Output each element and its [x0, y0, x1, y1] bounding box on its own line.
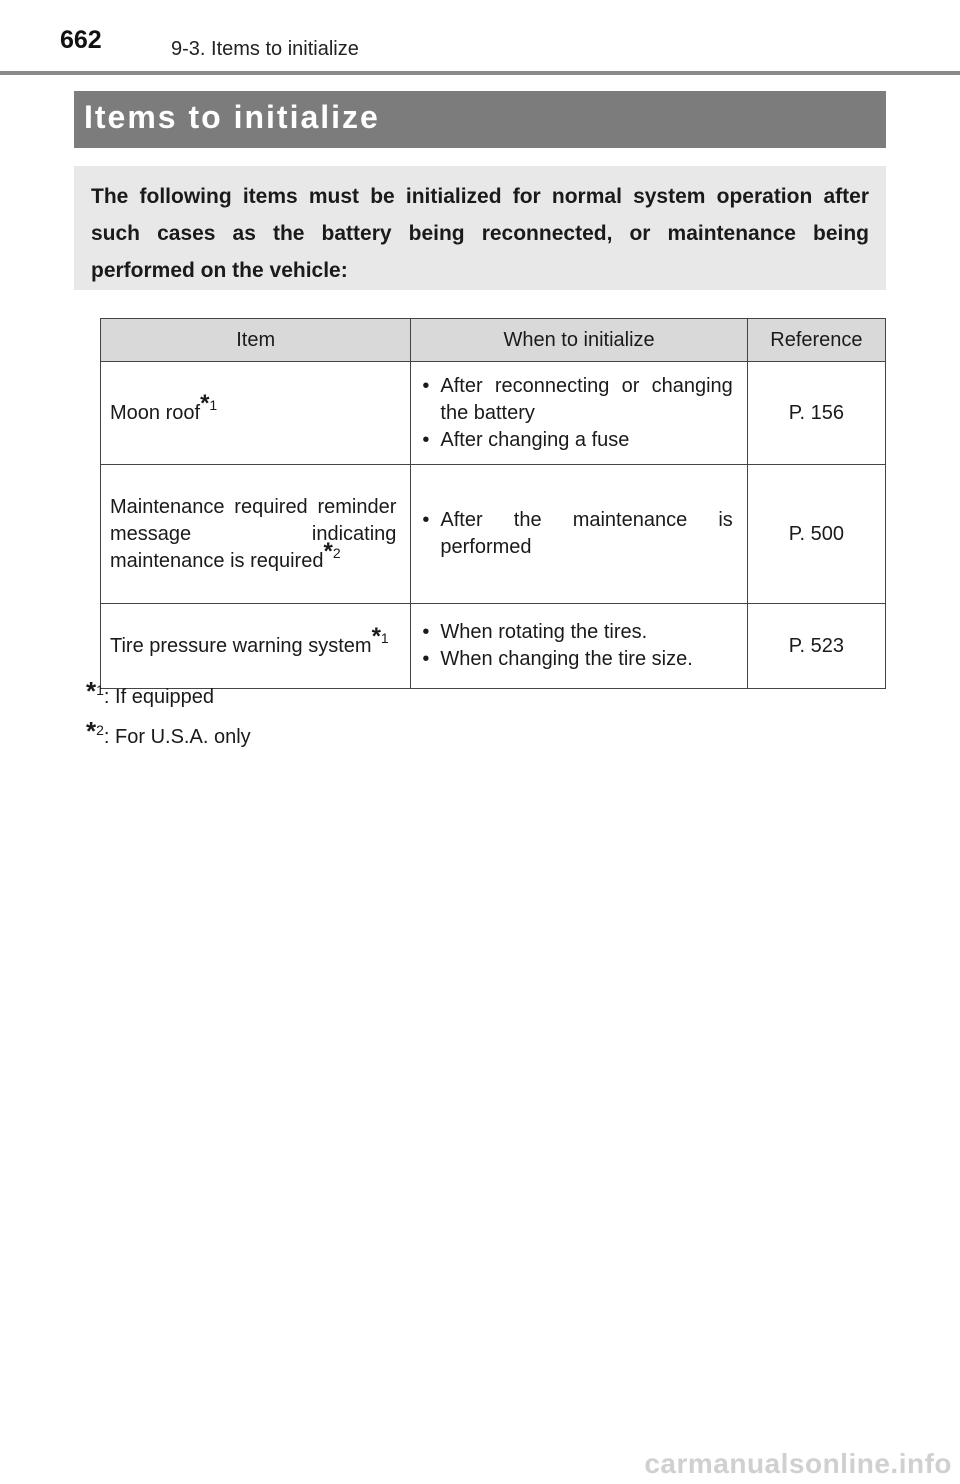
table-header-row	[101, 319, 886, 362]
footnotes	[86, 674, 251, 754]
footnote-1	[86, 674, 251, 714]
reference-cell: P. 500	[747, 465, 885, 604]
initialize-table	[100, 318, 886, 689]
page-number: 662	[60, 26, 102, 54]
intro-text: The following items must be initialized for normal system operation after such cases as the battery being reconnected, or maintenance being performed on the vehicle:	[91, 185, 869, 282]
section-label: 9-3. Items to initialize	[171, 38, 359, 60]
table-row	[101, 362, 886, 465]
bullet-list	[420, 373, 732, 454]
when-cell	[411, 362, 747, 465]
bullet-list	[420, 507, 732, 561]
item-name: Maintenance required reminder message indicating maintenance is required	[110, 495, 397, 572]
intro-box	[74, 166, 886, 290]
column-header-item: Item	[101, 319, 411, 362]
bullet-list	[420, 619, 732, 673]
column-header-reference: Reference	[747, 319, 885, 362]
section-title: Items to initialize	[84, 99, 380, 135]
page-header	[0, 0, 960, 76]
bullet-item: • After reconnecting or changing the battery	[420, 373, 732, 427]
footnote-star: *	[200, 389, 210, 417]
footnote-star: *	[323, 537, 333, 565]
footnote-star: *	[371, 622, 381, 650]
footnote-star: *	[86, 676, 97, 706]
bullet-item: • When changing the tire size.	[420, 646, 732, 673]
footnote-2	[86, 714, 251, 754]
item-name: Tire pressure warning system	[110, 634, 372, 657]
reference-cell: P. 523	[747, 604, 885, 689]
column-header-when: When to initialize	[411, 319, 747, 362]
reference-cell: P. 156	[747, 362, 885, 465]
item-name: Moon roof	[110, 401, 201, 424]
when-cell	[411, 465, 747, 604]
when-cell	[411, 604, 747, 689]
bullet-item: • When rotating the tires.	[420, 619, 732, 646]
footnote-text: : For U.S.A. only	[103, 726, 251, 748]
watermark: carmanualsonline.info	[644, 1448, 952, 1479]
footnote-mark: 1	[380, 629, 389, 646]
item-cell	[101, 465, 411, 604]
item-cell	[101, 362, 411, 465]
section-title-bar	[74, 91, 886, 148]
footnote-mark: 2	[332, 544, 341, 561]
bullet-item: • After the maintenance is performed	[420, 507, 732, 561]
footnote-text: : If equipped	[103, 686, 215, 708]
footnote-mark: 1	[209, 396, 218, 413]
bullet-item: • After changing a fuse	[420, 427, 732, 454]
footnote-mark: 2	[96, 722, 104, 738]
table-row	[101, 465, 886, 604]
footnote-star: *	[86, 716, 97, 746]
footnote-mark: 1	[96, 682, 104, 698]
header-divider	[0, 71, 960, 75]
